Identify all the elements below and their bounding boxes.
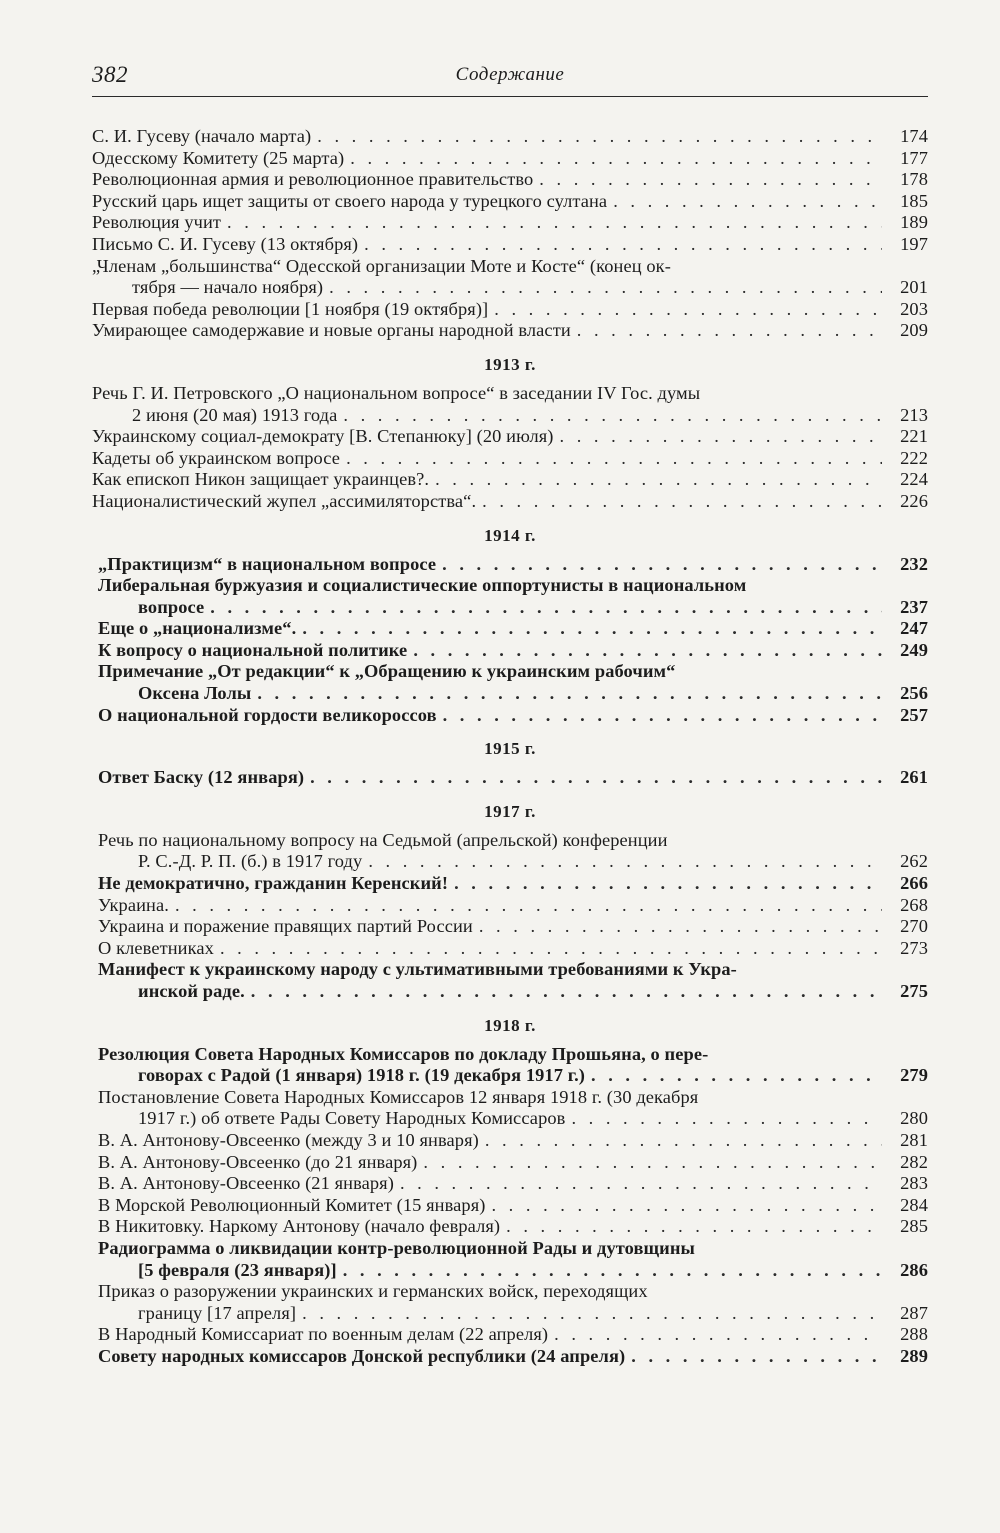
page-number: 382: [92, 62, 128, 87]
entry-title: С. И. Гусеву (начало марта): [92, 126, 312, 146]
entry-title: О национальной гордости великороссов: [98, 704, 437, 725]
toc-entry: [92, 916, 928, 938]
entry-title: Р. С.-Д. Р. П. (б.) в 1917 году: [138, 851, 363, 872]
dot-leader: [346, 448, 882, 470]
entry-line: [98, 851, 882, 873]
entry-line: [98, 1303, 882, 1325]
entry-page-number: 261: [900, 767, 928, 788]
entry-line: [92, 469, 882, 491]
entry-page-number: 209: [900, 320, 928, 341]
entry-page-number: 247: [900, 618, 928, 639]
toc-entry: [92, 299, 928, 321]
dot-leader: [227, 212, 882, 234]
toc-section: [92, 802, 928, 1003]
dot-leader: [454, 873, 882, 895]
entry-line: [98, 873, 882, 895]
entry-title: говорах с Радой (1 января) 1918 г. (19 декабря 1917 г.): [138, 1065, 586, 1086]
entry-page-number: 257: [900, 704, 928, 725]
dot-leader: [613, 191, 882, 213]
toc-entry: [92, 1346, 928, 1368]
dot-leader: [443, 705, 882, 727]
entry-page-number: 201: [900, 277, 928, 298]
dot-leader: [491, 1195, 882, 1217]
entry-title: Либеральная буржуазия и социалистические оппортунисты в национальном: [98, 575, 747, 596]
dot-leader: [631, 1346, 882, 1368]
entry-line: [98, 1195, 882, 1217]
toc-entry: [92, 1087, 928, 1130]
entry-page-number: 273: [900, 937, 928, 958]
entry-title: В. А. Антонову-Овсеенко (до 21 января): [98, 1151, 418, 1172]
entry-line: [92, 277, 882, 299]
entry-title: 1917 г.) об ответе Рады Совету Народных Комиссаров: [138, 1108, 566, 1129]
entry-line: [98, 981, 882, 1003]
entry-line: [98, 1173, 882, 1195]
entry-title: В Никитовку. Наркому Антонову (начало февраля): [98, 1216, 501, 1237]
dot-leader: [423, 1152, 882, 1174]
entry-title: Речь по национальному вопросу на Седьмой (апрельской) конференции: [98, 829, 668, 850]
toc-entry: [92, 640, 928, 662]
entry-line: [92, 426, 882, 448]
dot-leader: [442, 554, 882, 576]
entry-page-number: 185: [900, 190, 928, 211]
toc-section: [92, 739, 928, 789]
entry-line: [98, 1260, 882, 1282]
toc-entry: [92, 575, 928, 618]
entry-title: [5 февраля (23 января)]: [138, 1259, 337, 1280]
entry-title: вопросе: [138, 596, 205, 617]
entry-title: Письмо С. И. Гусеву (13 октября): [92, 233, 359, 254]
toc-entry: [92, 895, 928, 917]
entry-title: Ответ Баску (12 января): [98, 767, 305, 788]
toc-entry: [92, 126, 928, 148]
toc-entry: [92, 1130, 928, 1152]
entry-title: Умирающее самодержавие и новые органы народной власти: [92, 320, 571, 341]
entry-page-number: 226: [900, 490, 928, 511]
entry-line: [92, 405, 882, 427]
entry-line: [98, 1324, 882, 1346]
entry-title: Революция учит: [92, 212, 222, 233]
entry-line: [98, 1065, 882, 1087]
entry-page-number: 288: [900, 1324, 928, 1345]
entry-page-number: 237: [900, 596, 928, 617]
entry-page-number: 232: [900, 553, 928, 574]
toc-entry: [92, 1044, 928, 1087]
dot-leader: [554, 1324, 882, 1346]
toc-entry: [92, 1324, 928, 1346]
year-heading: 1913 г.: [484, 354, 536, 374]
toc-entry: [92, 212, 928, 234]
toc-entry: [92, 873, 928, 895]
entry-line: [98, 1216, 882, 1238]
dot-leader: [591, 1065, 882, 1087]
entry-line: [92, 320, 882, 342]
toc-entry: [92, 1281, 928, 1324]
dot-leader: [350, 148, 882, 170]
entry-title: Революционная армия и революционное правительство: [92, 169, 534, 190]
entry-line: [92, 491, 882, 513]
entry-page-number: 256: [900, 683, 928, 704]
entry-page-number: 178: [900, 169, 928, 190]
table-of-contents: [92, 126, 928, 1381]
dot-leader: [435, 469, 882, 491]
entry-title: Приказ о разоружении украинских и германских войск, переходящих: [98, 1281, 648, 1302]
entry-title: инской раде.: [138, 981, 245, 1001]
entry-title: границу [17 апреля]: [138, 1302, 297, 1323]
dot-leader: [539, 169, 882, 191]
entry-page-number: 177: [900, 147, 928, 168]
toc-entry: [92, 661, 928, 704]
entry-title: „Практицизм“ в национальном вопросе: [98, 553, 437, 574]
entry-page-number: 284: [900, 1194, 928, 1215]
dot-leader: [485, 1130, 882, 1152]
toc-entry: [92, 1238, 928, 1281]
entry-page-number: 197: [900, 233, 928, 254]
toc-entry: [92, 169, 928, 191]
entry-title: В. А. Антонову-Овсеенко (21 января): [98, 1173, 394, 1194]
toc-entry: [92, 491, 928, 513]
toc-entry: [92, 448, 928, 470]
toc-entry: [92, 383, 928, 426]
entry-page-number: 270: [900, 916, 928, 937]
entry-title: Радиограмма о ликвидации контр-революционной Рады и дутовщины: [98, 1237, 695, 1258]
entry-line: [98, 575, 882, 597]
entry-line: [98, 554, 882, 576]
entry-page-number: 286: [900, 1259, 928, 1280]
entry-line: [92, 383, 882, 405]
entry-page-number: 289: [900, 1345, 928, 1366]
entry-title: Кадеты об украинском вопросе: [92, 447, 341, 468]
toc-entry: [92, 1173, 928, 1195]
entry-title: Первая победа революции [1 ноября (19 октября)]: [92, 298, 489, 319]
entry-line: [92, 234, 882, 256]
entry-line: [98, 1108, 882, 1130]
entry-line: [98, 661, 882, 683]
entry-line: [98, 938, 882, 960]
entry-page-number: 279: [900, 1065, 928, 1086]
toc-section: [92, 355, 928, 513]
year-heading: 1915 г.: [484, 739, 536, 759]
entry-title: Еще о „национализме“.: [98, 618, 297, 639]
running-head: [92, 62, 928, 97]
toc-section: [92, 1016, 928, 1368]
entry-page-number: 281: [900, 1129, 928, 1150]
entry-page-number: 268: [900, 894, 928, 915]
entry-line: [98, 597, 882, 619]
entry-title: 2 июня (20 мая) 1913 года: [132, 404, 338, 425]
dot-leader: [257, 683, 882, 705]
entry-title: „Членам „большинства“ Одесской организации Моте и Косте“ (конец ок-: [92, 255, 671, 276]
entry-title: Речь Г. И. Петровского „О национальном вопросе“ в заседании IV Гос. думы: [92, 382, 701, 403]
toc-entry: [92, 234, 928, 256]
dot-leader: [251, 981, 882, 1003]
entry-line: [98, 1238, 882, 1260]
entry-line: [98, 618, 882, 640]
entry-page-number: 287: [900, 1302, 928, 1323]
entry-line: [92, 256, 882, 278]
entry-line: [92, 448, 882, 470]
entry-title: Резолюция Совета Народных Комиссаров по докладу Прошьяна, о пере-: [98, 1043, 709, 1064]
toc-section: [92, 526, 928, 727]
dot-leader: [494, 299, 882, 321]
dot-leader: [506, 1216, 882, 1238]
entry-title: В Морской Революционный Комитет (15 января): [98, 1194, 486, 1215]
entry-title: В. А. Антонову-Овсеенко (между 3 и 10 января): [98, 1129, 479, 1150]
running-title: Содержание: [455, 64, 565, 85]
entry-title: Русский царь ищет защиты от своего народа у турецкого султана: [92, 190, 608, 211]
dot-leader: [329, 277, 882, 299]
entry-line: [98, 683, 882, 705]
dot-leader: [302, 1303, 882, 1325]
dot-leader: [400, 1173, 882, 1195]
dot-leader: [560, 426, 882, 448]
entry-title: О клеветниках: [98, 937, 214, 958]
entry-title: В Народный Комиссариат по военным делам (22 апреля): [98, 1324, 549, 1345]
entry-page-number: 280: [900, 1108, 928, 1129]
entry-line: [92, 169, 882, 191]
entry-line: [92, 212, 882, 234]
entry-line: [98, 830, 882, 852]
entry-title: Украина и поражение правящих партий России: [98, 916, 473, 937]
entry-page-number: 262: [900, 851, 928, 872]
dot-leader: [220, 938, 882, 960]
entry-page-number: 189: [900, 212, 928, 233]
dot-leader: [413, 640, 882, 662]
entry-page-number: 266: [900, 873, 928, 894]
entry-page-number: 275: [900, 981, 928, 1001]
entry-line: [98, 1044, 882, 1066]
entry-line: [92, 126, 882, 148]
toc-entry: [92, 1216, 928, 1238]
entry-page-number: 222: [900, 447, 928, 468]
entry-title: Как епископ Никон защищает украинцев?.: [92, 469, 430, 490]
dot-leader: [482, 491, 882, 513]
toc-entry: [92, 938, 928, 960]
entry-line: [98, 705, 882, 727]
entry-page-number: 282: [900, 1151, 928, 1172]
dot-leader: [577, 320, 882, 342]
toc-entry: [92, 767, 928, 789]
entry-line: [98, 1281, 882, 1303]
entry-title: Оксена Лолы: [138, 683, 252, 704]
entry-line: [98, 640, 882, 662]
toc-entry: [92, 705, 928, 727]
entry-title: К вопросу о национальной политике: [98, 639, 408, 660]
entry-title: Одесскому Комитету (25 марта): [92, 147, 345, 168]
toc-entry: [92, 320, 928, 342]
entry-title: Националистический жупел „ассимиляторства“.: [92, 490, 477, 511]
toc-entry: [92, 256, 928, 299]
toc-entry: [92, 1195, 928, 1217]
entry-title: Украинскому социал-демократу [В. Степанюку] (20 июля): [92, 426, 554, 447]
dot-leader: [343, 405, 882, 427]
entry-title: тября — начало ноября): [132, 277, 324, 298]
dot-leader: [368, 851, 882, 873]
entry-page-number: 249: [900, 639, 928, 660]
toc-section: [92, 126, 928, 342]
dot-leader: [364, 234, 882, 256]
toc-entry: [92, 469, 928, 491]
toc-entry: [92, 830, 928, 873]
year-heading: 1917 г.: [484, 801, 536, 821]
year-heading: 1914 г.: [484, 525, 536, 545]
entry-line: [92, 299, 882, 321]
toc-entry: [92, 1152, 928, 1174]
entry-page-number: 203: [900, 298, 928, 319]
entry-page-number: 174: [900, 126, 928, 146]
entry-line: [92, 148, 882, 170]
entry-line: [98, 895, 882, 917]
entry-title: Не демократично, гражданин Керенский!: [98, 873, 449, 894]
toc-entry: [92, 191, 928, 213]
entry-page-number: 283: [900, 1173, 928, 1194]
toc-entry: [92, 554, 928, 576]
entry-line: [98, 1152, 882, 1174]
entry-page-number: 213: [900, 404, 928, 425]
dot-leader: [571, 1108, 882, 1130]
entry-line: [98, 916, 882, 938]
entry-page-number: 285: [900, 1216, 928, 1237]
toc-entry: [92, 426, 928, 448]
entry-line: [98, 959, 882, 981]
toc-entry: [92, 148, 928, 170]
year-heading: 1918 г.: [484, 1015, 536, 1035]
dot-leader: [479, 916, 882, 938]
dot-leader: [210, 597, 882, 619]
toc-entry: [92, 618, 928, 640]
entry-line: [92, 191, 882, 213]
entry-page-number: 221: [900, 426, 928, 447]
entry-title: Украина.: [98, 894, 169, 915]
entry-title: Примечание „От редакции“ к „Обращению к украинским рабочим“: [98, 661, 676, 682]
entry-title: Манифест к украинскому народу с ультимативными требованиями к Укра-: [98, 959, 737, 980]
entry-line: [98, 1346, 882, 1368]
entry-title: Совету народных комиссаров Донской республики (24 апреля): [98, 1345, 626, 1366]
dot-leader: [175, 895, 882, 917]
entry-line: [98, 767, 882, 789]
dot-leader: [310, 767, 882, 789]
dot-leader: [343, 1260, 882, 1282]
entry-title: Постановление Совета Народных Комиссаров 12 января 1918 г. (30 декабря: [98, 1086, 699, 1107]
dot-leader: [317, 126, 882, 148]
entry-page-number: 224: [900, 469, 928, 490]
entry-line: [98, 1087, 882, 1109]
toc-entry: [92, 959, 928, 1002]
dot-leader: [302, 618, 882, 640]
entry-line: [98, 1130, 882, 1152]
